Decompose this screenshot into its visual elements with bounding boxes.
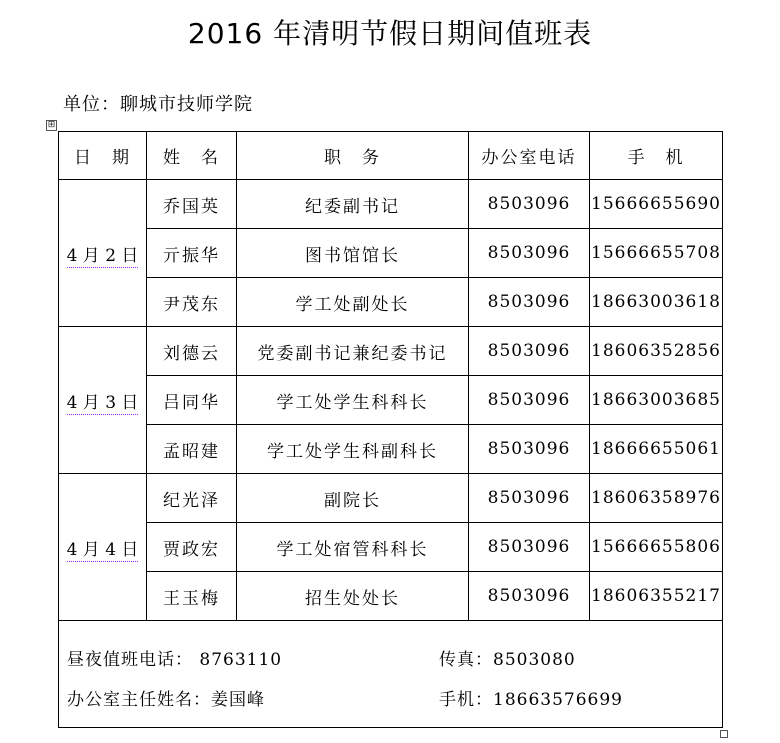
office-phone-cell: 8503096 bbox=[469, 425, 590, 474]
office-phone-cell: 8503096 bbox=[469, 278, 590, 327]
name-cell: 乔国英 bbox=[147, 180, 237, 229]
name-cell: 刘德云 bbox=[147, 327, 237, 376]
table-row bbox=[59, 376, 723, 425]
office-phone-cell: 8503096 bbox=[469, 327, 590, 376]
header-date: 日 期 bbox=[59, 132, 147, 180]
date-label: 4 月 2 日 bbox=[66, 245, 139, 266]
director-mobile-line bbox=[439, 685, 623, 710]
office-phone-cell: 8503096 bbox=[469, 572, 590, 621]
fax-line bbox=[439, 645, 576, 670]
position-cell: 图书馆馆长 bbox=[237, 229, 469, 278]
director-line bbox=[67, 685, 265, 710]
office-phone-cell: 8503096 bbox=[469, 376, 590, 425]
name-cell: 孟昭建 bbox=[147, 425, 237, 474]
header-office-phone: 办公室电话 bbox=[469, 132, 590, 180]
position-cell: 学工处学生科副科长 bbox=[237, 425, 469, 474]
fax-label: 传真： bbox=[439, 650, 493, 670]
name-cell: 纪光泽 bbox=[147, 474, 237, 523]
office-phone-cell: 8503096 bbox=[469, 523, 590, 572]
mobile-cell: 15666655806 bbox=[590, 523, 723, 572]
mobile-cell: 18666655061 bbox=[590, 425, 723, 474]
table-move-handle-icon[interactable]: ⊞ bbox=[47, 120, 56, 130]
table-row bbox=[59, 523, 723, 572]
duty-phone-value: 8763110 bbox=[199, 650, 283, 670]
duty-phone-label: 昼夜值班电话： bbox=[67, 650, 193, 670]
footer-cell bbox=[59, 621, 723, 728]
page-title: 2016 年清明节假日期间值班表 bbox=[187, 17, 593, 50]
mobile-cell: 18606352856 bbox=[590, 327, 723, 376]
name-cell: 亓振华 bbox=[147, 229, 237, 278]
table-row bbox=[59, 327, 723, 376]
mobile-cell: 18663003618 bbox=[590, 278, 723, 327]
table-row bbox=[59, 572, 723, 621]
director-value: 姜国峰 bbox=[211, 690, 265, 710]
duty-phone-line bbox=[67, 645, 282, 670]
name-cell: 王玉梅 bbox=[147, 572, 237, 621]
date-cell bbox=[59, 474, 147, 621]
director-label: 办公室主任姓名： bbox=[67, 690, 211, 710]
date-cell bbox=[59, 180, 147, 327]
table-header-row bbox=[59, 132, 723, 180]
date-label: 4 月 3 日 bbox=[66, 392, 139, 413]
position-cell: 学工处副处长 bbox=[237, 278, 469, 327]
unit-value: 聊城市技师学院 bbox=[120, 94, 253, 115]
office-phone-cell: 8503096 bbox=[469, 229, 590, 278]
footer-row bbox=[59, 621, 723, 728]
name-cell: 尹茂东 bbox=[147, 278, 237, 327]
mobile-cell: 15666655708 bbox=[590, 229, 723, 278]
table-row bbox=[59, 180, 723, 229]
director-mobile-value: 18663576699 bbox=[493, 690, 623, 710]
name-cell: 吕同华 bbox=[147, 376, 237, 425]
header-mobile: 手 机 bbox=[590, 132, 723, 180]
position-cell: 纪委副书记 bbox=[237, 180, 469, 229]
director-mobile-label: 手机： bbox=[439, 690, 493, 710]
mobile-cell: 18606358976 bbox=[590, 474, 723, 523]
name-cell: 贾政宏 bbox=[147, 523, 237, 572]
unit-label: 单位： bbox=[63, 94, 120, 115]
fax-value: 8503080 bbox=[493, 650, 576, 670]
date-cell bbox=[59, 327, 147, 474]
position-cell: 招生处处长 bbox=[237, 572, 469, 621]
date-label: 4 月 4 日 bbox=[66, 539, 139, 560]
mobile-cell: 15666655690 bbox=[590, 180, 723, 229]
table-resize-handle[interactable] bbox=[720, 730, 728, 738]
table-row bbox=[59, 425, 723, 474]
position-cell: 学工处学生科科长 bbox=[237, 376, 469, 425]
mobile-cell: 18606355217 bbox=[590, 572, 723, 621]
table-row bbox=[59, 278, 723, 327]
unit-line bbox=[63, 90, 253, 116]
duty-roster-table bbox=[58, 131, 723, 728]
table-row bbox=[59, 229, 723, 278]
header-position: 职 务 bbox=[237, 132, 469, 180]
office-phone-cell: 8503096 bbox=[469, 474, 590, 523]
position-cell: 副院长 bbox=[237, 474, 469, 523]
header-name: 姓 名 bbox=[147, 132, 237, 180]
mobile-cell: 18663003685 bbox=[590, 376, 723, 425]
position-cell: 学工处宿管科科长 bbox=[237, 523, 469, 572]
position-cell: 党委副书记兼纪委书记 bbox=[237, 327, 469, 376]
office-phone-cell: 8503096 bbox=[469, 180, 590, 229]
table-row bbox=[59, 474, 723, 523]
